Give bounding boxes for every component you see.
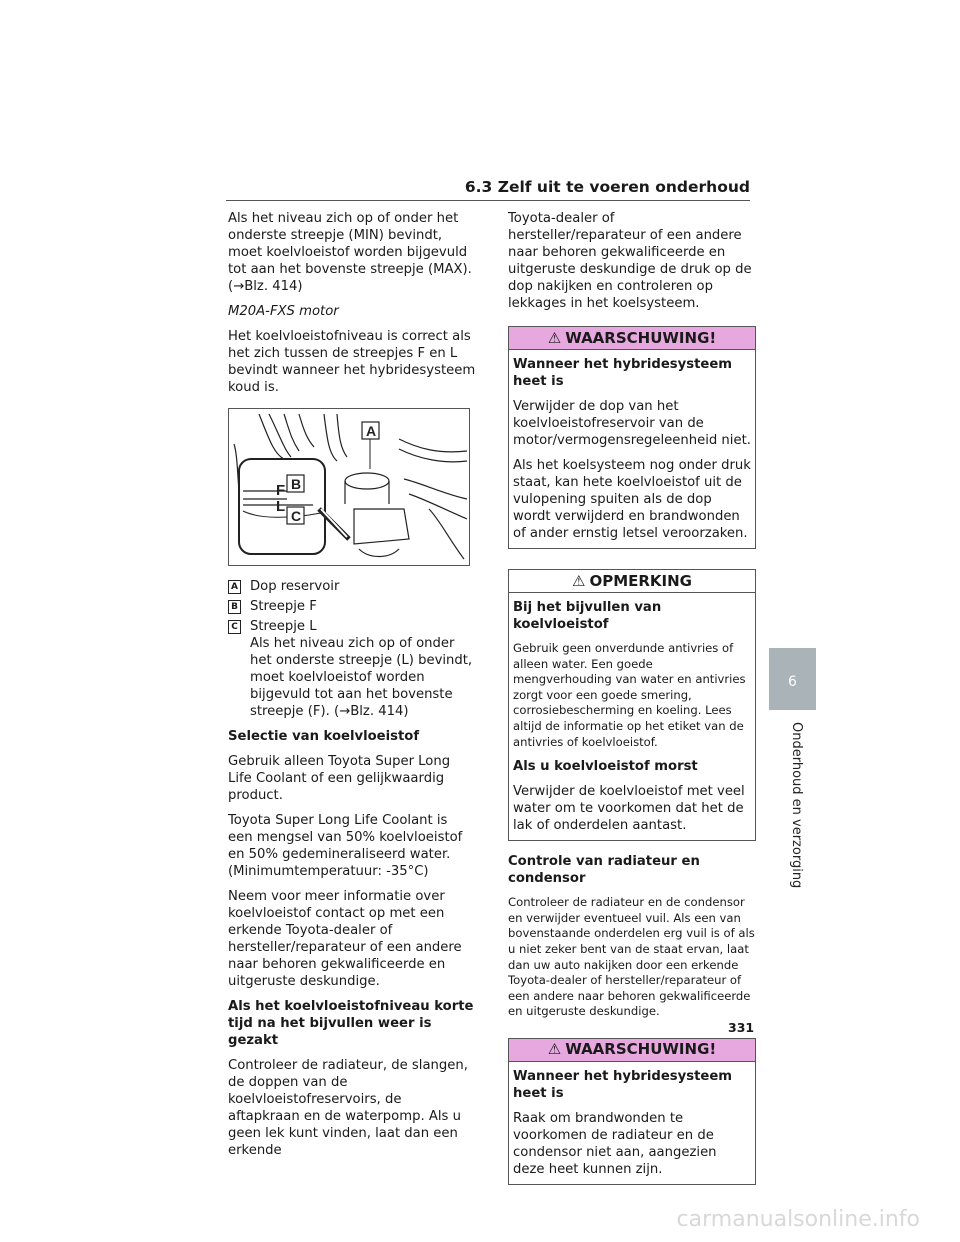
item-extra: Als het niveau zich op of onder het onderste streepje (L) bevindt, moet koelvloeistof worden bijgevuld tot aan het bovenste streepje (F). (→Blz. 414) — [250, 636, 473, 719]
item-tag: A — [228, 580, 241, 594]
note-header — [509, 570, 755, 593]
warning-box — [508, 326, 756, 549]
warning-header — [509, 1039, 755, 1062]
figure-label-a: A — [366, 423, 377, 439]
paragraph: Toyota Super Long Life Coolant is een mengsel van 50% koelvloeistof en 50% gedemineraliseerd water. (Minimumtemperatuur: -35°C) — [228, 813, 463, 879]
warning-header — [509, 327, 755, 350]
warning-box — [508, 1038, 756, 1185]
note-subtitle: Als u koelvloeistof morst — [513, 759, 698, 775]
figure-label-b: B — [291, 476, 302, 492]
subheading: Controle van radiateur en condensor — [508, 854, 700, 887]
subheading: Selectie van koelvloeistof — [228, 729, 420, 744]
paragraph: Toyota-dealer of hersteller/reparateur of een andere naar behoren gekwalificeerde en uitgeruste deskundige de druk op de dop nakijken en controleren op lekkages in het koelsysteem. — [508, 211, 752, 311]
list-item — [228, 578, 476, 595]
left-column — [228, 210, 476, 1167]
warning-triangle-icon: ⚠ — [547, 328, 562, 347]
warning-title: WAARSCHUWING! — [565, 1040, 717, 1059]
item-text: Streepje F — [250, 599, 317, 614]
paragraph: Verwijder de koelvloeistof met veel water om te voorkomen dat het de lak of onderdelen aantast. — [513, 784, 745, 834]
paragraph: Neem voor meer informatie over koelvloeistof contact op met een erkende Toyota-dealer of hersteller/reparateur of een andere naar behoren gekwalificeerde en uitgeruste deskundige. — [228, 889, 462, 989]
paragraph: Het koelvloeistofniveau is correct als het zich tussen de streepjes F en L bevindt wanneer het hybridesysteem koud is. — [228, 329, 476, 395]
paragraph: Raak om brandwonden te voorkomen de radiateur en de condensor niet aan, aangezien deze heet kunnen zijn. — [513, 1110, 717, 1177]
page-number: 331 — [728, 1020, 755, 1035]
item-text: Streepje L — [250, 619, 317, 634]
paragraph: Controleer de radiateur en de condensor en verwijder eventueel vuil. Als een van bovenstaande onderdelen erg vuil is of als u niet zeker bent van de staat ervan, laat dan uw auto nakijken door een erkende Toyota-dealer of hersteller/reparateur of een andere naar behoren gekwalificeerde en uitgeruste deskundige. — [508, 895, 755, 1019]
header-divider — [226, 200, 750, 201]
chapter-title: Onderhoud en verzorging — [789, 722, 804, 889]
engine-label: M20A-FXS motor — [228, 304, 339, 319]
paragraph: Verwijder de dop van het koelvloeistofreservoir van de motor/vermogensregeleenheid niet. — [513, 399, 751, 448]
warning-triangle-icon: ⚠ — [547, 1040, 562, 1059]
item-tag: B — [228, 600, 241, 614]
warning-subtitle: Wanneer het hybridesysteem heet is — [513, 1068, 733, 1101]
paragraph: Controleer de radiateur, de slangen, de doppen van de koelvloeistofreservoirs, de aftapkraan en de waterpomp. Als u geen lek kunt vinden, laat dan een erkende — [228, 1058, 468, 1158]
paragraph: Gebruik alleen Toyota Super Long Life Coolant of een gelijkwaardig product. — [228, 754, 451, 803]
watermark: carmanualsonline.info — [676, 1207, 920, 1232]
figure-label-l: L — [276, 498, 286, 515]
chapter-tab: 6 — [769, 648, 816, 710]
right-column — [508, 210, 756, 1197]
paragraph: Als het koelsysteem nog onder druk staat, kan hete koelvloeistof uit de vulopening spuiten als de dop wordt verwijderd en brandwonden of ander ernstig letsel veroorzaken. — [513, 458, 751, 541]
section-title: 6.3 Zelf uit te voeren onderhoud — [464, 178, 750, 196]
note-subtitle: Bij het bijvullen van koelvloeistof — [513, 600, 662, 632]
warning-subtitle: Wanneer het hybridesysteem heet is — [513, 357, 733, 389]
figure-label-c: C — [291, 508, 302, 524]
paragraph: Als het niveau zich op of onder het onderste streepje (MIN) bevindt, moet koelvloeistof worden bijgevuld tot aan het bovenste streepje (MAX). (→Blz. 414) — [228, 211, 472, 294]
note-title: OPMERKING — [589, 571, 692, 590]
list-item — [228, 618, 476, 720]
paragraph: Gebruik geen onverdunde antivries of alleen water. Een goede mengverhouding van water en antivries zorgt voor een goede smering, corrosiebescherming en koeling. Lees altijd de informatie op het etiket van de antivries of koelvloeistof. — [513, 641, 746, 749]
item-text: Dop reservoir — [250, 579, 340, 594]
subheading: Als het koelvloeistofniveau korte tijd na het bijvullen weer is gezakt — [228, 999, 474, 1048]
list-item — [228, 598, 476, 615]
warning-triangle-icon: ⚠ — [572, 571, 586, 590]
note-box — [508, 569, 756, 841]
warning-title: WAARSCHUWING! — [565, 328, 717, 347]
coolant-reservoir-figure — [228, 408, 470, 566]
item-tag: C — [228, 620, 241, 634]
figure-label-f: F — [276, 482, 286, 499]
engine-bay-illustration — [229, 409, 469, 565]
